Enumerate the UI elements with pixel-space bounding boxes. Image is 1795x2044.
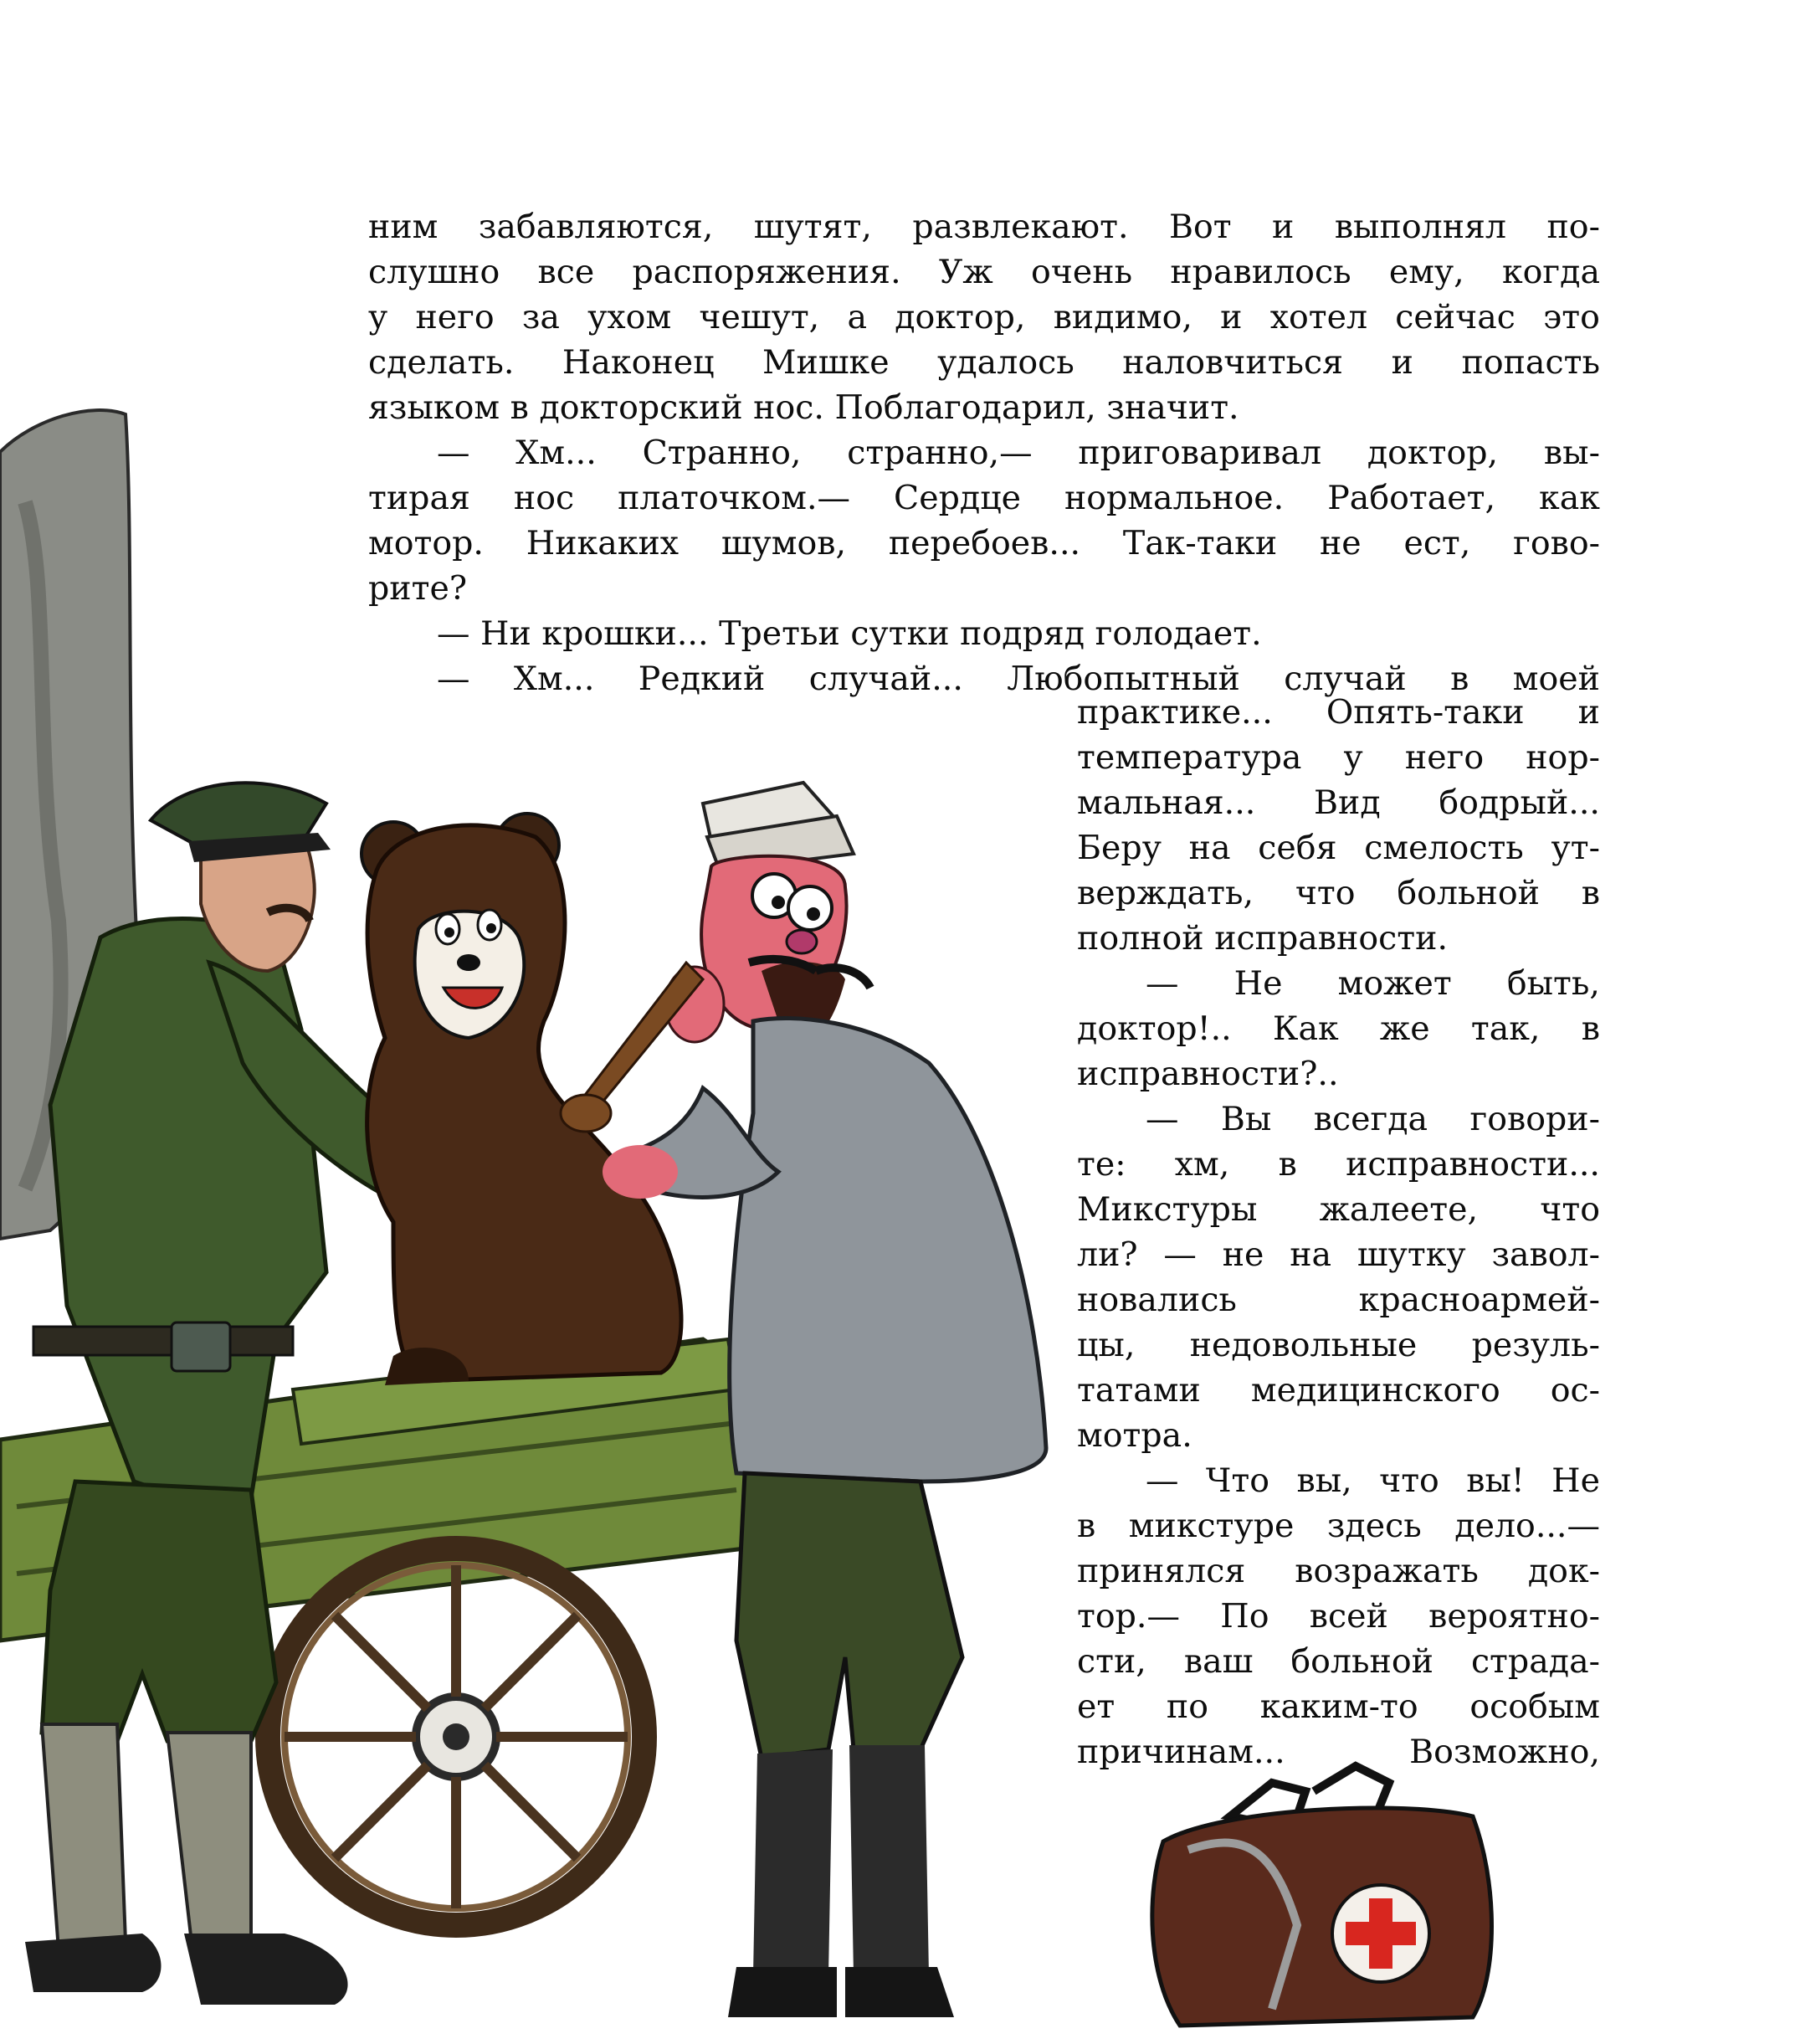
word: что [1379, 1461, 1439, 1500]
text-line [1077, 735, 1600, 780]
word: и [1220, 298, 1243, 336]
word: а [847, 298, 868, 336]
word: ваш [1183, 1642, 1254, 1681]
word: шутку [1357, 1235, 1466, 1274]
text-line [1077, 1142, 1600, 1187]
word: чешут, [699, 298, 820, 336]
text-line [1077, 780, 1600, 825]
text-line [1077, 1322, 1600, 1368]
text-line [1077, 1232, 1600, 1277]
word: завол- [1491, 1235, 1600, 1274]
word: особым [1469, 1687, 1600, 1726]
text-line [1077, 1594, 1600, 1639]
word: ему, [1388, 253, 1464, 291]
word: в [1581, 874, 1600, 912]
word: больной [1397, 874, 1540, 912]
word: практике... [1077, 693, 1273, 732]
word: нравилось [1170, 253, 1351, 291]
top-text-block [368, 204, 1600, 701]
text-line [1077, 825, 1600, 870]
word: нос [513, 479, 575, 517]
word: ет [1077, 1687, 1115, 1726]
word: Микстуры [1077, 1190, 1258, 1229]
word: перебоев... [888, 524, 1081, 562]
text-line [1077, 1458, 1600, 1503]
text-line [368, 295, 1600, 340]
word: нормальное. [1064, 479, 1285, 517]
word: причинам... [1077, 1733, 1285, 1771]
column-text-block [1077, 690, 1600, 1774]
word: ос- [1550, 1371, 1600, 1410]
word: сделать. [368, 343, 515, 382]
word: видимо, [1053, 298, 1192, 336]
text-line [1077, 1548, 1600, 1594]
word: Вот [1168, 208, 1232, 246]
word: доктор, [1367, 434, 1499, 472]
word: в [1450, 660, 1469, 698]
word: него [415, 298, 495, 336]
word: Редкий [638, 660, 766, 698]
word: ут- [1551, 829, 1600, 867]
word: развлекают. [912, 208, 1129, 246]
word: Сердце [894, 479, 1021, 517]
word: случай [1284, 660, 1407, 698]
word: Беру [1077, 829, 1162, 867]
word: когда [1501, 253, 1600, 291]
word: по- [1546, 208, 1600, 246]
word: ним [368, 208, 438, 246]
word: мальная... [1077, 783, 1256, 822]
word: распоряжения. [632, 253, 901, 291]
word: платочком.— [618, 479, 851, 517]
text-line [1077, 1277, 1600, 1322]
word: Вид [1314, 783, 1381, 822]
word: может [1337, 964, 1452, 1003]
word: него [1404, 738, 1485, 777]
word: хотел [1269, 298, 1368, 336]
word: резуль- [1471, 1326, 1600, 1364]
text-line [1077, 1096, 1600, 1142]
word: Работает, [1327, 479, 1496, 517]
word: — [1163, 1235, 1197, 1274]
word: сейчас [1395, 298, 1515, 336]
word: что [1295, 874, 1356, 912]
word: жалеете, [1319, 1190, 1479, 1229]
word: Наконец [562, 343, 715, 382]
word: не [1319, 524, 1362, 562]
word: ли? [1077, 1235, 1138, 1274]
text-line [368, 204, 1600, 249]
word: у [368, 298, 388, 336]
word: и [1391, 343, 1413, 382]
word: в [1581, 1009, 1600, 1048]
text-line [368, 340, 1600, 385]
text-line [1077, 1503, 1600, 1548]
medical-bag [1152, 1766, 1492, 2026]
word: забавляются, [478, 208, 714, 246]
word: возражать [1295, 1552, 1479, 1590]
word: — [437, 660, 470, 698]
word: — [1146, 1100, 1179, 1138]
word: шумов, [721, 524, 847, 562]
word: случай... [808, 660, 963, 698]
word: Хм... [515, 434, 597, 472]
word: — [1146, 964, 1179, 1003]
word: всегда [1313, 1100, 1428, 1138]
word: Что [1205, 1461, 1270, 1500]
word: доктор, [895, 298, 1026, 336]
word: Как [1272, 1009, 1339, 1048]
word: смелость [1364, 829, 1524, 867]
word: По [1220, 1597, 1269, 1636]
word: страда- [1470, 1642, 1600, 1681]
word: вероятно- [1428, 1597, 1600, 1636]
word: Мишке [762, 343, 890, 382]
word: вы! [1466, 1461, 1525, 1500]
word: приговаривал [1078, 434, 1322, 472]
word: доктор!.. [1077, 1009, 1232, 1048]
word: татами [1077, 1371, 1201, 1410]
text-line: мотра. [1077, 1416, 1192, 1455]
text-line [1077, 690, 1600, 735]
text-line [1077, 1729, 1600, 1774]
word: новались [1077, 1281, 1237, 1319]
text-line: языком в докторский нос. Поблагодарил, значит. [368, 388, 1239, 427]
word: док- [1527, 1552, 1600, 1590]
text-line [1077, 1684, 1600, 1729]
word: вы- [1543, 434, 1600, 472]
word: дело...— [1454, 1507, 1600, 1545]
word: всей [1309, 1597, 1388, 1636]
word: исправности... [1346, 1145, 1600, 1184]
text-line: исправности?.. [1077, 1055, 1339, 1093]
word: микстуре [1128, 1507, 1295, 1545]
text-line [368, 521, 1600, 566]
word: очень [1031, 253, 1133, 291]
word: за [521, 298, 560, 336]
text-line [1077, 870, 1600, 916]
word: сти, [1077, 1642, 1146, 1681]
word: каким-то [1259, 1687, 1418, 1726]
word: это [1543, 298, 1600, 336]
word: гово- [1513, 524, 1600, 562]
text-line: полной исправности. [1077, 919, 1449, 958]
word: Возможно, [1409, 1733, 1600, 1771]
word: и [1272, 208, 1295, 246]
text-line [1077, 961, 1600, 1006]
text-line [368, 475, 1600, 521]
word: здесь [1326, 1507, 1422, 1545]
word: говори- [1469, 1100, 1600, 1138]
word: в [1077, 1507, 1096, 1545]
word: быть, [1506, 964, 1600, 1003]
word: Хм... [513, 660, 595, 698]
word: у [1343, 738, 1363, 777]
word: Странно, [642, 434, 802, 472]
word: странно,— [847, 434, 1033, 472]
word: вы, [1296, 1461, 1352, 1500]
cart-wheel [268, 1548, 644, 1925]
word: по [1166, 1687, 1209, 1726]
text-line [368, 249, 1600, 295]
word: нор- [1526, 738, 1600, 777]
word: больной [1290, 1642, 1433, 1681]
word: на [1290, 1235, 1332, 1274]
text-line [1077, 1006, 1600, 1051]
word: Никаких [526, 524, 680, 562]
bear-figure [362, 814, 681, 1385]
word: себя [1258, 829, 1337, 867]
word: попасть [1461, 343, 1600, 382]
word: мотор. [368, 524, 484, 562]
word: тор.— [1077, 1597, 1180, 1636]
word: верждать, [1077, 874, 1254, 912]
word: ест, [1403, 524, 1471, 562]
word: как [1539, 479, 1600, 517]
word: не [1222, 1235, 1264, 1274]
word: тирая [368, 479, 470, 517]
word: выполнял [1334, 208, 1507, 246]
word: на [1188, 829, 1231, 867]
word: Любопытный [1007, 660, 1240, 698]
word: моей [1512, 660, 1600, 698]
word: все [537, 253, 595, 291]
word: Уж [938, 253, 993, 291]
word: недовольные [1189, 1326, 1418, 1364]
word: наловчиться [1122, 343, 1344, 382]
word: принялся [1077, 1552, 1246, 1590]
word: — [1146, 1461, 1179, 1500]
word: удалось [937, 343, 1074, 382]
word: Опять-таки [1326, 693, 1525, 732]
word: бодрый... [1439, 783, 1600, 822]
word: — [437, 434, 470, 472]
word: Так-таки [1122, 524, 1278, 562]
word: ухом [587, 298, 672, 336]
word: шутят, [753, 208, 872, 246]
text-line: — Ни крошки... Третьи сутки подряд голодает. [437, 614, 1262, 653]
word: Вы [1220, 1100, 1272, 1138]
word: и [1577, 693, 1600, 732]
word: красноармей- [1358, 1281, 1600, 1319]
word: в [1278, 1145, 1297, 1184]
word: хм, [1174, 1145, 1230, 1184]
word: Не [1233, 964, 1283, 1003]
word: Не [1551, 1461, 1600, 1500]
word: что [1540, 1190, 1600, 1229]
word: медицинского [1250, 1371, 1500, 1410]
word: температура [1077, 738, 1302, 777]
word: те: [1077, 1145, 1126, 1184]
word: же [1379, 1009, 1430, 1048]
text-line [1077, 1639, 1600, 1684]
text-line [368, 430, 1600, 475]
word: цы, [1077, 1326, 1136, 1364]
word: так, [1470, 1009, 1541, 1048]
text-line [1077, 1368, 1600, 1413]
text-line: рите? [368, 569, 468, 608]
word: слушно [368, 253, 500, 291]
text-line [1077, 1187, 1600, 1232]
